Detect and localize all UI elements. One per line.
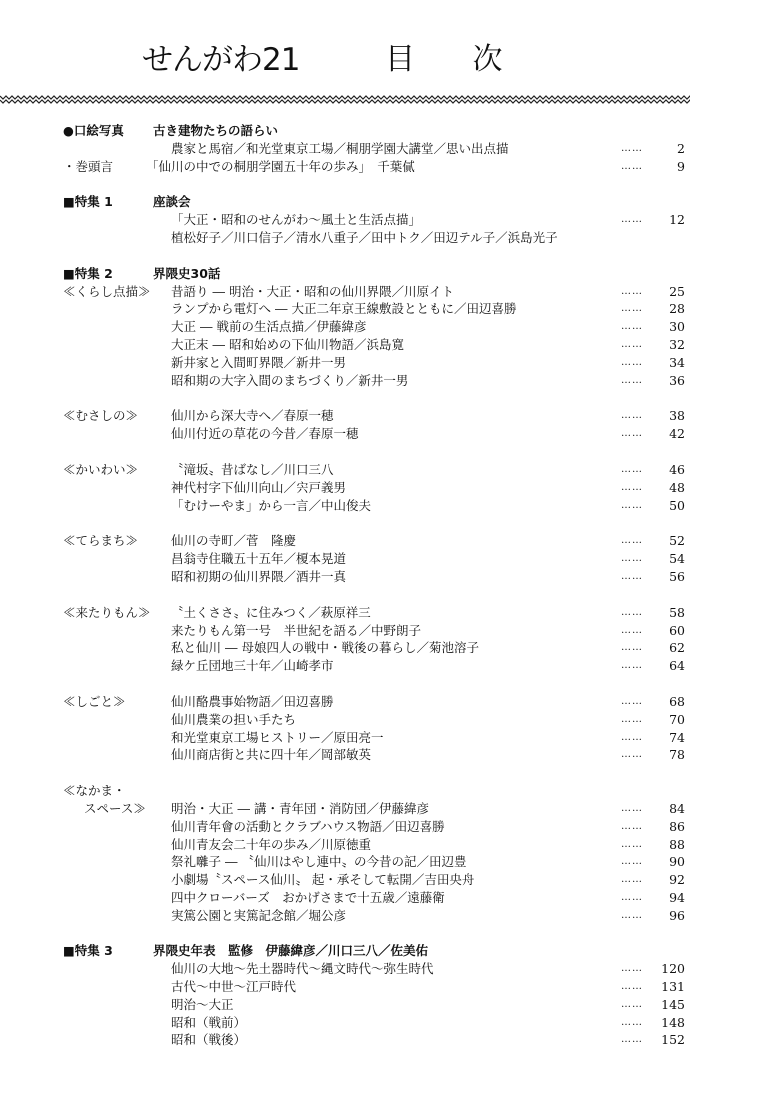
entry-title: 植松好子／川口信子／清水八重子／田中トク／田辺テル子／浜島光子 <box>171 229 558 245</box>
entry-title: 大正 ― 戦前の生活点描／伊藤緯彦 <box>171 319 367 335</box>
entry-title: 仙川酪農事始物語／田辺喜勝 <box>171 693 334 709</box>
entry-title: 仙川農業の担い手たち <box>171 711 297 727</box>
section-heading-row <box>0 158 774 176</box>
group-label: ≪かいわい≫ <box>63 461 139 477</box>
section-gap <box>0 586 774 604</box>
leader-dots: …… <box>621 142 643 154</box>
page-number: 78 <box>669 747 685 763</box>
zigzag-divider <box>0 94 690 104</box>
group-label: スペース≫ <box>84 800 146 816</box>
toc-entry <box>0 871 774 889</box>
entry-title: 「仙川の中での桐朋学園五十年の歩み」 千葉㒃 <box>146 158 415 174</box>
page-number: 56 <box>669 568 685 584</box>
leader-dots: …… <box>621 891 643 903</box>
leader-dots: …… <box>621 553 643 565</box>
leader-dots: …… <box>621 963 643 975</box>
leader-dots: …… <box>621 499 643 511</box>
toc-entry <box>0 1014 774 1032</box>
leader-dots: …… <box>621 820 643 832</box>
toc-entry <box>0 604 774 622</box>
page-number: 120 <box>661 961 685 977</box>
section-gap <box>0 389 774 407</box>
entry-title: 仙川青友会二十年の歩み／川原徳重 <box>171 836 372 852</box>
leader-dots: …… <box>621 570 643 582</box>
entry-title: 〝滝坂〟昔ばなし／川口三八 <box>171 461 334 477</box>
entry-title: 「大正・昭和のせんがわ〜風土と生活点描」 <box>171 212 422 228</box>
toc-section <box>0 764 774 924</box>
page-number: 58 <box>669 604 685 620</box>
toc-entry <box>0 372 774 390</box>
leader-dots: …… <box>621 410 643 422</box>
toc-section <box>0 924 774 1049</box>
leader-dots: …… <box>621 285 643 297</box>
leader-dots: …… <box>621 374 643 386</box>
toc-entry <box>0 818 774 836</box>
leader-dots: …… <box>621 909 643 921</box>
entry-title: 仙川から深大寺へ／春原一穂 <box>171 408 334 424</box>
group-label: ≪てらまち≫ <box>63 533 139 549</box>
toc-section <box>0 283 774 390</box>
entry-title: 農家と馬宿／和光堂東京工場／桐朋学園大講堂／思い出点描 <box>171 140 509 156</box>
entry-title: 〝土くささ〟に住みつく／萩原祥三 <box>171 604 371 620</box>
leader-dots: …… <box>621 535 643 547</box>
section-gap <box>0 764 774 782</box>
page-number: 131 <box>661 979 685 995</box>
toc-section <box>0 675 774 764</box>
leader-dots: …… <box>621 606 643 618</box>
leader-dots: …… <box>621 428 643 440</box>
page-number: 152 <box>661 1032 685 1048</box>
leader-dots: …… <box>621 874 643 886</box>
toc-entry <box>0 354 774 372</box>
section-label: ■特集 3 <box>63 943 113 959</box>
page-number: 25 <box>669 283 685 299</box>
entry-title: 昔語り ― 明治・大正・昭和の仙川界隈／川原イト <box>171 283 454 299</box>
toc-entry <box>0 853 774 871</box>
group-label: ≪むさしの≫ <box>63 408 139 424</box>
leader-dots: …… <box>621 713 643 725</box>
entry-title: 仙川付近の草花の今昔／春原一穂 <box>171 426 359 442</box>
section-gap <box>0 514 774 532</box>
entry-title: 四中クローバーズ おかげさまで十五歳／遠藤衛 <box>171 889 445 905</box>
leader-dots: …… <box>621 481 643 493</box>
leader-dots: …… <box>621 1034 643 1046</box>
page-number: 42 <box>669 426 685 442</box>
section-title: 界隈史30話 <box>153 265 221 281</box>
toc-entry <box>0 479 774 497</box>
section-label: ■特集 2 <box>63 265 113 281</box>
toc-heading: 目 次 <box>385 42 527 77</box>
group-label: ≪なかま・ <box>63 783 126 799</box>
leader-dots: …… <box>621 214 643 226</box>
page-number: 62 <box>669 640 685 656</box>
toc-entry <box>0 639 774 657</box>
toc-section <box>0 247 774 283</box>
toc-entry <box>0 550 774 568</box>
page-number: 12 <box>669 212 685 228</box>
toc-section <box>0 389 774 443</box>
toc-entry <box>0 907 774 925</box>
leader-dots: …… <box>621 642 643 654</box>
entry-title: 明治〜大正 <box>171 996 234 1012</box>
entry-title: 昭和（戦前） <box>171 1014 247 1030</box>
toc-entry <box>0 657 774 675</box>
toc-entry <box>0 996 774 1014</box>
table-of-contents <box>0 122 774 1049</box>
entry-title: ランプから電灯へ ― 大正二年京王線敷設とともに／田辺喜勝 <box>171 301 517 317</box>
page-number: 92 <box>669 872 685 888</box>
leader-dots: …… <box>621 981 643 993</box>
entry-title: 「むけーやま」から一言／中山俊夫 <box>171 497 372 513</box>
page-number: 96 <box>669 907 685 923</box>
section-heading-row <box>0 193 774 211</box>
toc-entry <box>0 532 774 550</box>
page-number: 54 <box>669 551 685 567</box>
toc-entry <box>0 711 774 729</box>
entry-title: 大正末 ― 昭和始めの下仙川物語／浜島寛 <box>171 336 404 352</box>
leader-dots: …… <box>621 624 643 636</box>
section-gap <box>0 675 774 693</box>
page-number: 48 <box>669 479 685 495</box>
leader-dots: …… <box>621 731 643 743</box>
entry-title: 昭和（戦後） <box>171 1032 247 1048</box>
toc-entry <box>0 746 774 764</box>
entry-title: 祭礼囃子 ― 〝仙川はやし連中〟の今昔の記／田辺豊 <box>171 854 467 870</box>
toc-section <box>0 158 774 176</box>
section-label: ・巻頭言 <box>63 158 114 174</box>
page-number: 145 <box>661 996 685 1012</box>
section-gap <box>0 443 774 461</box>
entry-title: 緑ケ丘団地三十年／山崎孝市 <box>171 658 334 674</box>
leader-dots: …… <box>621 749 643 761</box>
page-number: 36 <box>669 372 685 388</box>
section-title: 古き建物たちの語らい <box>153 123 279 138</box>
toc-entry <box>0 497 774 515</box>
group-label: ≪しごと≫ <box>63 693 126 709</box>
page-number: 46 <box>669 461 685 477</box>
section-gap <box>0 247 774 265</box>
page-number: 94 <box>669 889 685 905</box>
toc-entry <box>0 461 774 479</box>
toc-entry <box>0 211 774 229</box>
page-number: 2 <box>677 140 685 156</box>
section-title: 界隈史年表 監修 伊藤緯彦／川口三八／佐美佑 <box>153 943 429 959</box>
leader-dots: …… <box>621 998 643 1010</box>
entry-title: 昭和初期の仙川界隈／酒井一真 <box>171 568 347 584</box>
page-number: 38 <box>669 408 685 424</box>
page-number: 34 <box>669 354 685 370</box>
section-heading-row <box>0 265 774 283</box>
page-number: 28 <box>669 301 685 317</box>
toc-entry <box>0 425 774 443</box>
page-number: 86 <box>669 818 685 834</box>
leader-dots: …… <box>621 356 643 368</box>
leader-dots: …… <box>621 856 643 868</box>
leader-dots: …… <box>621 1016 643 1028</box>
toc-entry <box>0 622 774 640</box>
leader-dots: …… <box>621 303 643 315</box>
group-label-row <box>0 782 774 800</box>
section-label: ■特集 1 <box>63 194 113 210</box>
entry-title: 和光堂東京工場ヒストリー／原田亮一 <box>171 729 384 745</box>
toc-section <box>0 443 774 514</box>
entry-title: 昭和期の大字入間のまちづくり／新井一男 <box>171 372 409 388</box>
toc-entry <box>0 693 774 711</box>
toc-entry <box>0 407 774 425</box>
entry-title: 小劇場〝スペース仙川〟 起・承そして転開／吉田央舟 <box>171 872 475 888</box>
toc-section <box>0 122 774 158</box>
leader-dots: …… <box>621 338 643 350</box>
page-number: 88 <box>669 836 685 852</box>
toc-entry <box>0 140 774 158</box>
entry-title: 来たりもん第一号 半世紀を語る／中野朗子 <box>171 622 422 638</box>
entry-title: 仙川青年會の活動とクラブハウス物語／田辺喜勝 <box>171 818 445 834</box>
entry-title: 昌翁寺住職五十五年／榎本晃道 <box>171 551 347 567</box>
page-number: 64 <box>669 658 685 674</box>
toc-section <box>0 586 774 675</box>
entry-title: 仙川の寺町／菅 隆慶 <box>171 533 297 549</box>
page-number: 84 <box>669 800 685 816</box>
page-number: 148 <box>661 1014 685 1030</box>
group-label: ≪くらし点描≫ <box>63 283 151 299</box>
toc-entry <box>0 836 774 854</box>
leader-dots: …… <box>621 463 643 475</box>
entry-title: 私と仙川 ― 母娘四人の戦中・戦後の暮らし／菊池溶子 <box>171 640 479 656</box>
leader-dots: …… <box>621 321 643 333</box>
section-gap <box>0 175 774 193</box>
leader-dots: …… <box>621 802 643 814</box>
leader-dots: …… <box>621 838 643 850</box>
leader-dots: …… <box>621 160 643 172</box>
page-number: 90 <box>669 854 685 870</box>
entry-title: 仙川の大地〜先土器時代〜縄文時代〜弥生時代 <box>171 961 434 977</box>
toc-entry <box>0 336 774 354</box>
toc-entry <box>0 229 774 247</box>
page-number: 30 <box>669 319 685 335</box>
toc-section <box>0 175 774 246</box>
page-number: 32 <box>669 336 685 352</box>
toc-entry <box>0 1031 774 1049</box>
entry-title: 実篤公園と実篤記念館／堀公彦 <box>171 907 347 923</box>
page-number: 60 <box>669 622 685 638</box>
section-gap <box>0 924 774 942</box>
toc-entry <box>0 978 774 996</box>
leader-dots: …… <box>621 660 643 672</box>
leader-dots: …… <box>621 695 643 707</box>
toc-entry <box>0 283 774 301</box>
toc-entry <box>0 318 774 336</box>
entry-title: 仙川商店街と共に四十年／岡部敏英 <box>171 747 372 763</box>
section-label: ●口絵写真 <box>63 123 124 138</box>
toc-section <box>0 514 774 585</box>
page-number: 9 <box>677 158 685 174</box>
toc-entry <box>0 568 774 586</box>
toc-entry <box>0 889 774 907</box>
entry-title: 古代〜中世〜江戸時代 <box>171 979 297 995</box>
page-number: 52 <box>669 533 685 549</box>
toc-entry <box>0 729 774 747</box>
entry-title: 新井家と入間町界隈／新井一男 <box>171 354 347 370</box>
toc-entry <box>0 960 774 978</box>
page-number: 74 <box>669 729 685 745</box>
page-number: 68 <box>669 693 685 709</box>
section-heading-row <box>0 122 774 140</box>
entry-title: 明治・大正 ― 講・青年団・消防団／伊藤緯彦 <box>171 800 429 816</box>
toc-entry <box>0 800 774 818</box>
group-label: ≪来たりもん≫ <box>63 604 151 620</box>
page-number: 50 <box>669 497 685 513</box>
publication-title: せんがわ21 <box>142 42 300 78</box>
section-title: 座談会 <box>153 194 191 210</box>
entry-title: 神代村字下仙川向山／宍戸義男 <box>171 479 347 495</box>
section-heading-row <box>0 942 774 960</box>
page-number: 70 <box>669 711 685 727</box>
toc-entry <box>0 300 774 318</box>
